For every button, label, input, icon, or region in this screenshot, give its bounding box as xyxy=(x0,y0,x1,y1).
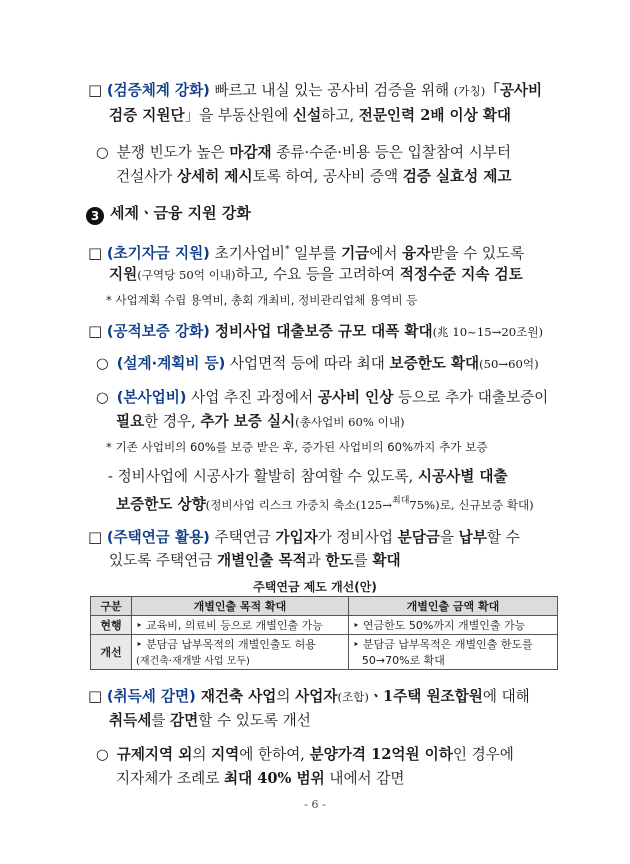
checkbox-square-icon: □ xyxy=(88,81,103,99)
verify-tag: (검증체계 강화) xyxy=(106,82,210,99)
table-header-cell: 개별인출 금액 확대 xyxy=(348,597,557,616)
section-heading-text: 세제ㆍ금융 지원 강화 xyxy=(110,204,251,222)
section-heading xyxy=(86,203,251,225)
circle-bullet-icon: ○ xyxy=(96,389,109,406)
guarantee-bullet: □ (공적보증 강화) 정비사업 대출보증 규모 대폭 확대(兆 10~15→20조원) xyxy=(88,322,544,340)
verify-sub-line2: 건설사가 상세히 제시토록 하여, 공사비 증액 검증 실효성 제고 xyxy=(116,168,512,185)
initial-line2: 지원(구역당 50억 이내)하고, 수요 등을 고려하여 적정수준 지속 검토 xyxy=(109,266,523,283)
circle-bullet-icon: ○ xyxy=(96,144,109,161)
guarantee-sub1: ○ (설계·계획비 등) 사업면적 등에 따라 최대 보증한도 확대(50→60억) xyxy=(96,355,539,372)
table-header-cell: 개별인출 목적 확대 xyxy=(132,597,349,616)
initial-note: * 사업계획 수립 용역비, 총회 개최비, 정비관리업체 용역비 등 xyxy=(106,293,418,307)
tax-sub-line2: 지자체가 조례로 최대 40% 범위 내에서 감면 xyxy=(116,770,405,787)
checkbox-square-icon: □ xyxy=(88,243,103,262)
verify-sub-line1: ○ 분쟁 빈도가 높은 마감재 종류·수준·비용 등은 입찰참여 시부터 xyxy=(96,144,511,161)
checkbox-square-icon: □ xyxy=(88,687,103,705)
table-cell: ‣ 교육비, 의료비 등으로 개별인출 가능 xyxy=(132,616,349,635)
circle-bullet-icon: ○ xyxy=(96,746,109,763)
table-cell: ‣ 분담금 납부목적은 개별인출 한도를 50→70%로 확대 xyxy=(348,635,557,670)
table-row xyxy=(91,635,558,670)
guarantee-note: * 기존 사업비의 60%를 보증 받은 후, 증가된 사업비의 60%까지 추가 보증 xyxy=(106,440,488,454)
guarantee-sub2-line2: 필요한 경우, 추가 보증 실시(총사업비 60% 이내) xyxy=(116,413,405,430)
tax-bullet: □ (취득세 감면) 재건축 사업의 사업자(조합)ㆍ1주택 원조합원에 대해 xyxy=(88,687,530,705)
initial-bullet: □ (초기자금 지원) 초기사업비* 일부를 기금에서 융자받을 수 있도록 xyxy=(88,243,525,262)
verify-line2: 검증 지원단」을 부동산원에 신설하고, 전문인력 2배 이상 확대 xyxy=(109,107,512,124)
row-header: 개선 xyxy=(91,635,132,670)
tax-sub-line1: ○ 규제지역 외의 지역에 한하여, 분양가격 12억원 이하인 경우에 xyxy=(96,746,514,763)
table-header-row xyxy=(91,597,558,616)
row-header: 현행 xyxy=(91,616,132,635)
guarantee-sub2: ○ (본사업비) 사업 추진 과정에서 공사비 인상 등으로 추가 대출보증이 xyxy=(96,389,549,406)
table-row xyxy=(91,616,558,635)
page-number: - 6 - xyxy=(304,798,326,811)
guarantee-dash-line1: - 정비사업에 시공사가 활발히 참여할 수 있도록, 시공사별 대출 xyxy=(108,468,508,485)
table-header-cell: 구분 xyxy=(91,597,132,616)
table-title: 주택연금 제도 개선(안) xyxy=(253,580,377,594)
guarantee-dash-line2: 보증한도 상향(정비사업 리스크 가중치 축소(125→$^{최대}$75%)로, 신규보증 확대) xyxy=(116,495,534,513)
table-cell: ‣ 분담금 납부목적의 개별인출도 허용 (재건축·재개발 사업 모두) xyxy=(132,635,349,670)
pension-table xyxy=(90,596,558,670)
circle-bullet-icon: ○ xyxy=(96,355,109,372)
section-number-badge: 3 xyxy=(86,207,104,225)
pension-bullet: □ (주택연금 활용) 주택연금 가입자가 정비사업 분담금을 납부할 수 xyxy=(88,528,520,546)
checkbox-square-icon: □ xyxy=(88,528,103,546)
checkbox-square-icon: □ xyxy=(88,322,103,340)
pension-line2: 있도록 주택연금 개별인출 목적과 한도를 확대 xyxy=(109,552,401,569)
table-cell: ‣ 연금한도 50%까지 개별인출 가능 xyxy=(348,616,557,635)
tax-line2: 취득세를 감면할 수 있도록 개선 xyxy=(109,712,311,729)
verify-bullet: □ (검증체계 강화) 빠르고 내실 있는 공사비 검증을 위해 (가칭)「공사비 xyxy=(88,81,543,99)
